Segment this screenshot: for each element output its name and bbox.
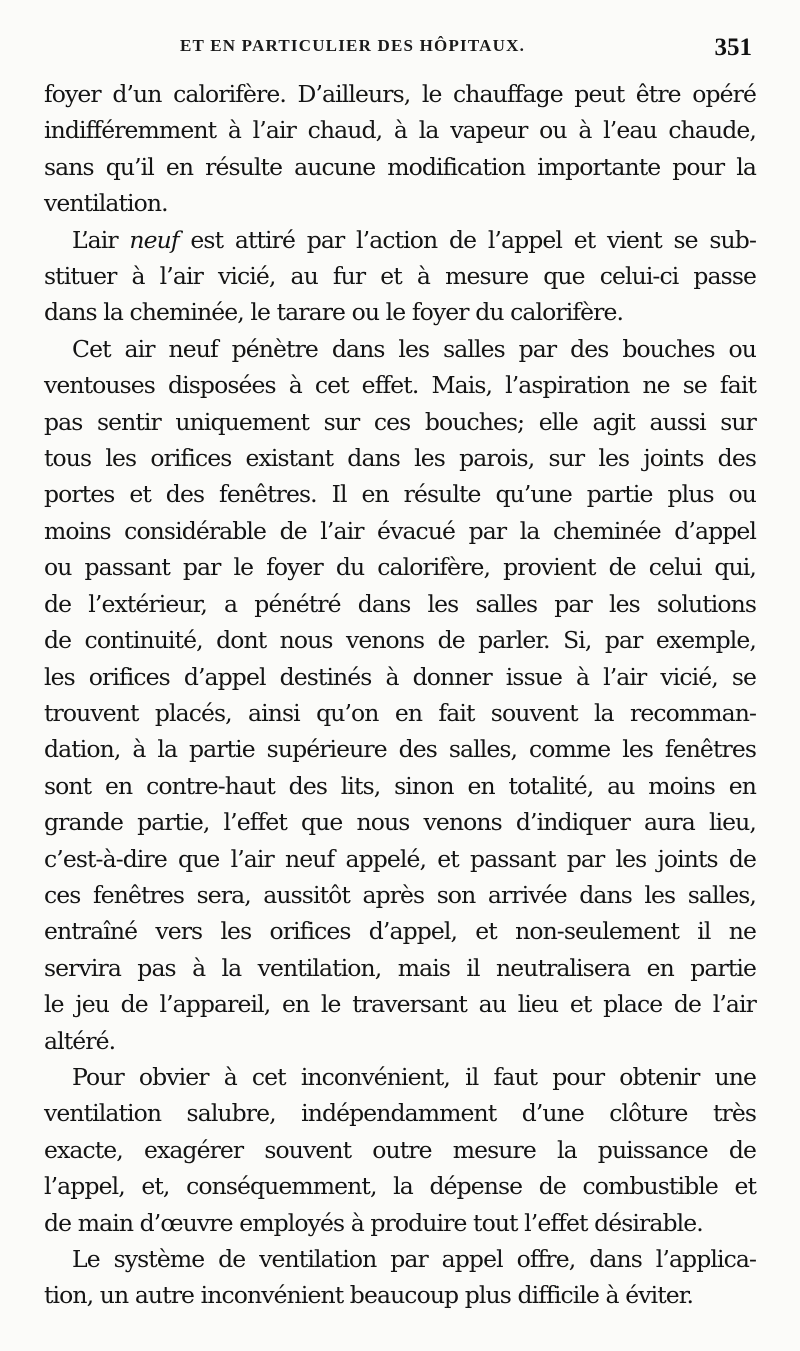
text-line: exacte, exagérer souvent outre mesure la puissance de: [44, 1135, 756, 1164]
text-line: portes et des fenêtres. Il en résulte qu’une partie plus ou: [44, 480, 756, 509]
paragraph: [44, 222, 756, 331]
text-line: les orifices d’appel destinés à donner issue à l’air vicié, se: [44, 662, 756, 691]
text-segment: est attiré par l’action de l’appel et vient se sub-: [178, 225, 756, 254]
text-line: altéré.: [44, 1026, 116, 1055]
text-line: dans la cheminée, le tarare ou le foyer du calorifère.: [44, 298, 624, 327]
page-number: 351: [714, 34, 752, 61]
paragraph: [44, 1241, 756, 1314]
text-line: l’appel, et, conséquemment, la dépense de combustible et: [44, 1172, 756, 1201]
text-line: ou passant par le foyer du calorifère, provient de celui qui,: [44, 553, 756, 582]
text-line: sans qu’il en résulte aucune modification importante pour la: [44, 152, 756, 181]
text-line: Pour obvier à cet inconvénient, il faut pour obtenir une: [72, 1062, 756, 1091]
text-line: pas sentir uniquement sur ces bouches; elle agit aussi sur: [44, 407, 756, 436]
text-line: entraîné vers les orifices d’appel, et non-seulement il ne: [44, 917, 756, 946]
paragraph: [44, 331, 756, 1059]
text-line: moins considérable de l’air évacué par la cheminée d’appel: [44, 516, 756, 545]
text-line: ces fenêtres sera, aussitôt après son arrivée dans les salles,: [44, 880, 756, 909]
text-line: indifféremment à l’air chaud, à la vapeur ou à l’eau chaude,: [44, 116, 756, 145]
body-text: [44, 76, 756, 1314]
text-line: grande partie, l’effet que nous venons d’indiquer aura lieu,: [44, 808, 756, 837]
text-line: Cet air neuf pénètre dans les salles par des bouches ou: [72, 334, 756, 363]
text-line: c’est-à-dire que l’air neuf appelé, et passant par les joints de: [44, 844, 756, 873]
text-line: de main d’œuvre employés à produire tout l’effet désirable.: [44, 1208, 703, 1237]
text-segment: L’air: [72, 225, 130, 254]
text-line: ventilation.: [44, 189, 168, 218]
text-line: stituer à l’air vicié, au fur et à mesure que celui-ci passe: [44, 262, 756, 291]
text-line: le jeu de l’appareil, en le traversant au lieu et place de l’air: [44, 990, 756, 1019]
text-line: tion, un autre inconvénient beaucoup plus difficile à éviter.: [44, 1281, 694, 1310]
text-line: dation, à la partie supérieure des salles, comme les fenêtres: [44, 735, 756, 764]
text-line: sont en contre-haut des lits, sinon en totalité, au moins en: [44, 771, 756, 800]
text-line: de l’extérieur, a pénétré dans les salles par les solutions: [44, 589, 756, 618]
text-line: [44, 222, 756, 258]
text-line: tous les orifices existant dans les parois, sur les joints des: [44, 444, 756, 473]
text-line: servira pas à la ventilation, mais il neutralisera en partie: [44, 953, 756, 982]
text-line: foyer d’un calorifère. D’ailleurs, le chauffage peut être opéré: [44, 80, 756, 108]
paragraph: [44, 76, 756, 222]
paragraph: [44, 1059, 756, 1241]
text-line: ventilation salubre, indépendamment d’une clôture très: [44, 1099, 756, 1128]
running-head: ET EN PARTICULIER DES HÔPITAUX.: [180, 36, 526, 55]
italic-word: neuf: [129, 225, 179, 254]
text-line: trouvent placés, ainsi qu’on en fait souvent la recomman-: [44, 698, 756, 727]
text-line: ventouses disposées à cet effet. Mais, l’aspiration ne se fait: [44, 371, 756, 400]
text-line: de continuité, dont nous venons de parler. Si, par exemple,: [44, 626, 756, 655]
text-line: Le système de ventilation par appel offre, dans l’applica-: [72, 1245, 756, 1273]
